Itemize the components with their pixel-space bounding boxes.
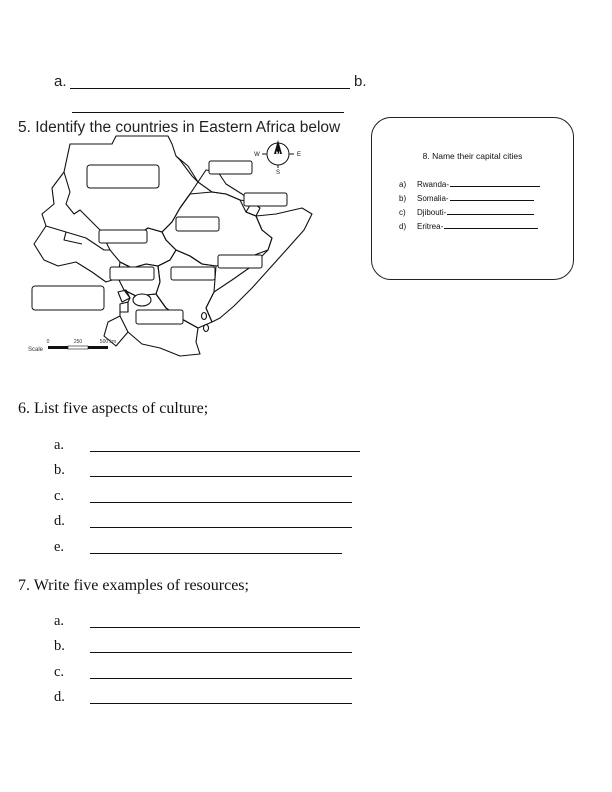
- map-label-box-ethiopia: [176, 217, 219, 231]
- list-item-label: d.: [54, 689, 65, 705]
- capital-answer-line[interactable]: [447, 207, 534, 215]
- top-b-label: b.: [354, 73, 367, 90]
- svg-text:Scale: Scale: [28, 347, 44, 353]
- answer-line[interactable]: [90, 451, 360, 452]
- answer-line-a[interactable]: [70, 88, 350, 89]
- question-5-title: 5. Identify the countries in Eastern Africa below: [18, 119, 341, 136]
- capital-answer-line[interactable]: [444, 221, 538, 229]
- svg-text:E: E: [296, 152, 302, 158]
- answer-line[interactable]: [90, 652, 352, 653]
- answer-line[interactable]: [90, 678, 352, 679]
- map-label-box-south-sudan: [99, 230, 147, 243]
- answer-line[interactable]: [90, 476, 352, 477]
- capital-item: c) Djibouti-: [399, 207, 534, 217]
- map-label-box-eritrea: [209, 161, 252, 174]
- map-label-box-tanzania: [136, 310, 183, 324]
- list-item-label: b.: [54, 638, 65, 654]
- capital-cities-box: [371, 117, 574, 280]
- capital-answer-line[interactable]: [450, 179, 540, 187]
- top-a-label: a.: [54, 73, 67, 90]
- map-label-box-kenya: [171, 267, 215, 280]
- list-item-label: a.: [54, 437, 65, 453]
- compass-rose-icon: [254, 140, 301, 176]
- question-8-title: 8. Name their capital cities: [422, 151, 523, 161]
- map-label-box-sudan: [87, 165, 159, 188]
- list-item-label: a.: [54, 613, 65, 629]
- svg-text:W: W: [254, 152, 260, 158]
- map-region-burundi: [120, 302, 128, 312]
- question-6-title: 6. List five aspects of culture;: [18, 400, 209, 417]
- answer-line[interactable]: [90, 627, 360, 628]
- svg-text:0: 0: [46, 339, 50, 345]
- answer-line[interactable]: [90, 703, 352, 704]
- question-7-title: 7. Write five examples of resources;: [18, 577, 249, 594]
- answer-line[interactable]: [90, 553, 342, 554]
- list-item-label: b.: [54, 462, 65, 478]
- svg-text:S: S: [275, 170, 281, 176]
- svg-text:N: N: [275, 152, 281, 158]
- answer-line[interactable]: [90, 527, 352, 528]
- capital-answer-line[interactable]: [450, 193, 534, 201]
- capital-item: a) Rwanda-: [399, 179, 540, 189]
- answer-line[interactable]: [90, 502, 352, 503]
- answer-line-b[interactable]: [72, 112, 344, 113]
- east-africa-map: [20, 132, 380, 360]
- capital-item: b) Somalia-: [399, 193, 534, 203]
- list-item-label: e.: [54, 539, 65, 555]
- map-label-box-djibouti: [244, 193, 287, 206]
- list-item-label: c.: [54, 664, 65, 680]
- list-item-label: c.: [54, 488, 65, 504]
- list-item-label: d.: [54, 513, 65, 529]
- map-label-box-rwanda: [32, 286, 104, 310]
- svg-text:500 km: 500 km: [99, 339, 117, 345]
- map-label-box-somalia: [218, 255, 262, 268]
- scale-bar: [28, 339, 116, 353]
- svg-text:250: 250: [73, 339, 83, 345]
- map-label-box-uganda: [110, 267, 154, 280]
- capital-item: d) Eritrea-: [399, 221, 538, 231]
